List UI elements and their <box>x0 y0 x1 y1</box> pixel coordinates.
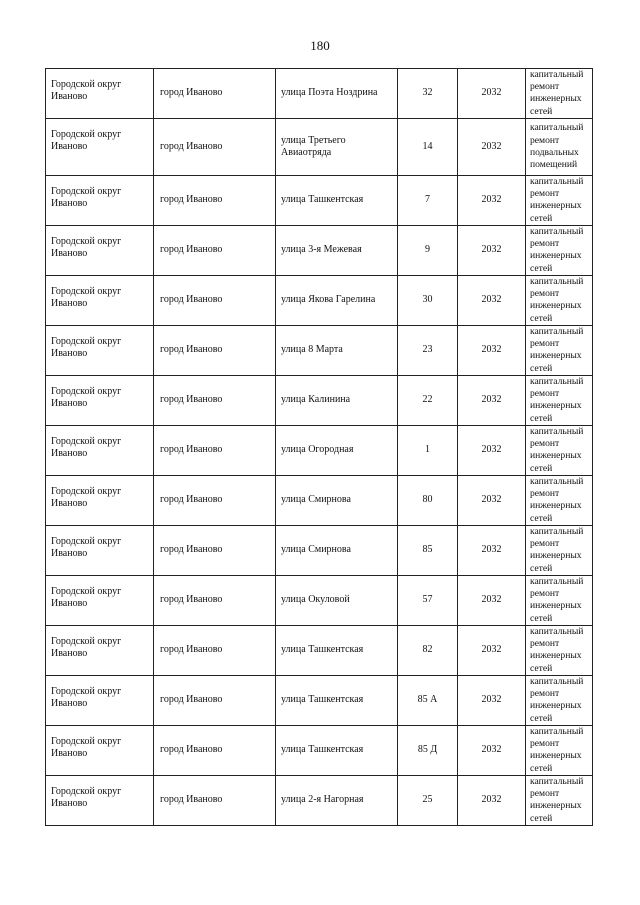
city-cell: город Иваново <box>154 575 276 625</box>
city-cell: город Иваново <box>154 675 276 725</box>
work-type-cell: капитальный ремонт подвальных помещений <box>526 118 593 175</box>
year-cell: 2032 <box>458 175 526 225</box>
district-cell: Городской округ Иваново <box>46 525 154 575</box>
district-cell: Городской округ Иваново <box>46 625 154 675</box>
year-cell: 2032 <box>458 625 526 675</box>
page-number: 180 <box>310 38 330 53</box>
table-body <box>46 69 593 826</box>
works-table <box>45 68 593 826</box>
street-cell: улица Якова Гарелина <box>276 275 398 325</box>
street-cell: улица Ташкентская <box>276 175 398 225</box>
work-type-cell: капитальный ремонт инженерных сетей <box>526 375 593 425</box>
table-row <box>46 425 593 475</box>
city-cell: город Иваново <box>154 275 276 325</box>
year-cell: 2032 <box>458 525 526 575</box>
city-cell: город Иваново <box>154 425 276 475</box>
work-type-cell: капитальный ремонт инженерных сетей <box>526 575 593 625</box>
house-cell: 85 <box>398 525 458 575</box>
district-cell: Городской округ Иваново <box>46 69 154 119</box>
year-cell: 2032 <box>458 325 526 375</box>
city-cell: город Иваново <box>154 475 276 525</box>
city-cell: город Иваново <box>154 625 276 675</box>
city-cell: город Иваново <box>154 725 276 775</box>
year-cell: 2032 <box>458 69 526 119</box>
district-cell: Городской округ Иваново <box>46 425 154 475</box>
house-cell: 57 <box>398 575 458 625</box>
house-cell: 80 <box>398 475 458 525</box>
street-cell: улица 2-я Нагорная <box>276 775 398 825</box>
district-cell: Городской округ Иваново <box>46 475 154 525</box>
street-cell: улица Огородная <box>276 425 398 475</box>
work-type-cell: капитальный ремонт инженерных сетей <box>526 325 593 375</box>
table-row <box>46 325 593 375</box>
work-type-cell: капитальный ремонт инженерных сетей <box>526 475 593 525</box>
city-cell: город Иваново <box>154 69 276 119</box>
table-row <box>46 69 593 119</box>
house-cell: 23 <box>398 325 458 375</box>
year-cell: 2032 <box>458 118 526 175</box>
house-cell: 1 <box>398 425 458 475</box>
street-cell: улица 8 Марта <box>276 325 398 375</box>
work-type-cell: капитальный ремонт инженерных сетей <box>526 625 593 675</box>
district-cell: Городской округ Иваново <box>46 575 154 625</box>
table-row <box>46 175 593 225</box>
district-cell: Городской округ Иваново <box>46 675 154 725</box>
work-type-cell: капитальный ремонт инженерных сетей <box>526 69 593 119</box>
house-cell: 85 А <box>398 675 458 725</box>
district-cell: Городской округ Иваново <box>46 775 154 825</box>
house-cell: 82 <box>398 625 458 675</box>
house-cell: 9 <box>398 225 458 275</box>
district-cell: Городской округ Иваново <box>46 225 154 275</box>
house-cell: 14 <box>398 118 458 175</box>
city-cell: город Иваново <box>154 325 276 375</box>
table-row <box>46 525 593 575</box>
district-cell: Городской округ Иваново <box>46 325 154 375</box>
district-cell: Городской округ Иваново <box>46 275 154 325</box>
year-cell: 2032 <box>458 675 526 725</box>
house-cell: 25 <box>398 775 458 825</box>
street-cell: улица Смирнова <box>276 525 398 575</box>
city-cell: город Иваново <box>154 225 276 275</box>
year-cell: 2032 <box>458 475 526 525</box>
year-cell: 2032 <box>458 425 526 475</box>
district-cell: Городской округ Иваново <box>46 725 154 775</box>
table-row <box>46 275 593 325</box>
city-cell: город Иваново <box>154 375 276 425</box>
work-type-cell: капитальный ремонт инженерных сетей <box>526 425 593 475</box>
table-row <box>46 775 593 825</box>
city-cell: город Иваново <box>154 175 276 225</box>
street-cell: улица Поэта Ноздрина <box>276 69 398 119</box>
street-cell: улица Третьего Авиаотряда <box>276 118 398 175</box>
table-row <box>46 575 593 625</box>
table-row <box>46 375 593 425</box>
house-cell: 7 <box>398 175 458 225</box>
city-cell: город Иваново <box>154 525 276 575</box>
year-cell: 2032 <box>458 275 526 325</box>
work-type-cell: капитальный ремонт инженерных сетей <box>526 525 593 575</box>
district-cell: Городской округ Иваново <box>46 118 154 175</box>
street-cell: улица Окуловой <box>276 575 398 625</box>
city-cell: город Иваново <box>154 118 276 175</box>
table-row <box>46 625 593 675</box>
house-cell: 32 <box>398 69 458 119</box>
year-cell: 2032 <box>458 775 526 825</box>
work-type-cell: капитальный ремонт инженерных сетей <box>526 175 593 225</box>
work-type-cell: капитальный ремонт инженерных сетей <box>526 225 593 275</box>
year-cell: 2032 <box>458 375 526 425</box>
year-cell: 2032 <box>458 225 526 275</box>
street-cell: улица Ташкентская <box>276 625 398 675</box>
year-cell: 2032 <box>458 575 526 625</box>
table-row <box>46 225 593 275</box>
street-cell: улица Смирнова <box>276 475 398 525</box>
street-cell: улица Калинина <box>276 375 398 425</box>
house-cell: 85 Д <box>398 725 458 775</box>
table-row <box>46 475 593 525</box>
year-cell: 2032 <box>458 725 526 775</box>
house-cell: 22 <box>398 375 458 425</box>
district-cell: Городской округ Иваново <box>46 175 154 225</box>
table-row <box>46 675 593 725</box>
work-type-cell: капитальный ремонт инженерных сетей <box>526 725 593 775</box>
street-cell: улица 3-я Межевая <box>276 225 398 275</box>
district-cell: Городской округ Иваново <box>46 375 154 425</box>
work-type-cell: капитальный ремонт инженерных сетей <box>526 275 593 325</box>
table-row <box>46 118 593 175</box>
city-cell: город Иваново <box>154 775 276 825</box>
house-cell: 30 <box>398 275 458 325</box>
table-row <box>46 725 593 775</box>
work-type-cell: капитальный ремонт инженерных сетей <box>526 675 593 725</box>
street-cell: улица Ташкентская <box>276 725 398 775</box>
street-cell: улица Ташкентская <box>276 675 398 725</box>
work-type-cell: капитальный ремонт инженерных сетей <box>526 775 593 825</box>
